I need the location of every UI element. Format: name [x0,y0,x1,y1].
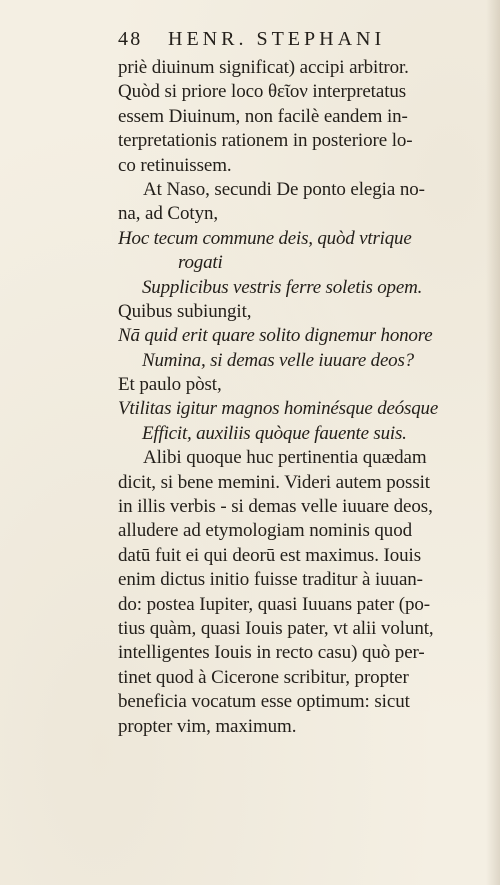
verse-line: Vtilitas igitur magnos hominésque deósque [118,398,439,420]
verse-line: rogati [178,252,223,274]
text-line: terpretationis rationem in posteriore lo- [118,130,413,152]
verse-line: Efficit, auxiliis quòque fauente suis. [142,422,407,444]
text-line: intelligentes Iouis in recto casu) quò per- [118,642,425,664]
text-line: do: postea Iupiter, quasi Iuuans pater (po- [118,593,431,615]
text-line: Quòd si priore loco θεῖον interpretatus [118,81,407,103]
text-line: datū fuit ei qui deorū est maximus. Iouis [118,544,422,566]
text-line: co retinuissem. [118,154,232,176]
verse-line: Hoc tecum commune deis, quòd vtrique [118,227,412,249]
text-line: enim dictus initio fuisse traditur à iuuan- [118,569,423,591]
text-line: in illis verbis - si demas velle iuuare deos, [118,496,433,518]
text-line: priè diuinum significat) accipi arbitror. [118,57,409,78]
page-header [118,28,448,58]
page-gutter-shadow [486,0,500,885]
body-text [118,56,458,739]
text-line: tinet quod à Cicerone scribitur, propter [118,666,409,688]
text-line: Et paulo pòst, [118,374,222,396]
text-line: na, ad Cotyn, [118,203,219,225]
text-line: Alibi quoque huc pertinentia quædam [143,447,427,469]
running-head: HENR. STEPHANI [168,28,386,50]
text-line: propter vim, maximum. [118,715,297,737]
text-line: Quibus subiungit, [118,300,252,322]
verse-line: Numina, si demas velle iuuare deos? [142,349,414,371]
text-line: alludere ad etymologiam nominis quod [118,520,413,542]
verse-line: Nā quid erit quare solito dignemur honore [118,325,433,347]
text-line: tius quàm, quasi Iouis pater, vt alii volunt, [118,617,434,639]
text-line: dicit, si bene memini. Videri autem possit [118,471,430,493]
page-number: 48 [118,28,143,50]
text-line: At Naso, secundi De ponto elegia no- [143,178,425,200]
text-line: beneficia vocatum esse optimum: sicut [118,691,410,713]
verse-line: Supplicibus vestris ferre soletis opem. [142,276,423,298]
text-line: essem Diuinum, non facilè eandem in- [118,105,408,127]
